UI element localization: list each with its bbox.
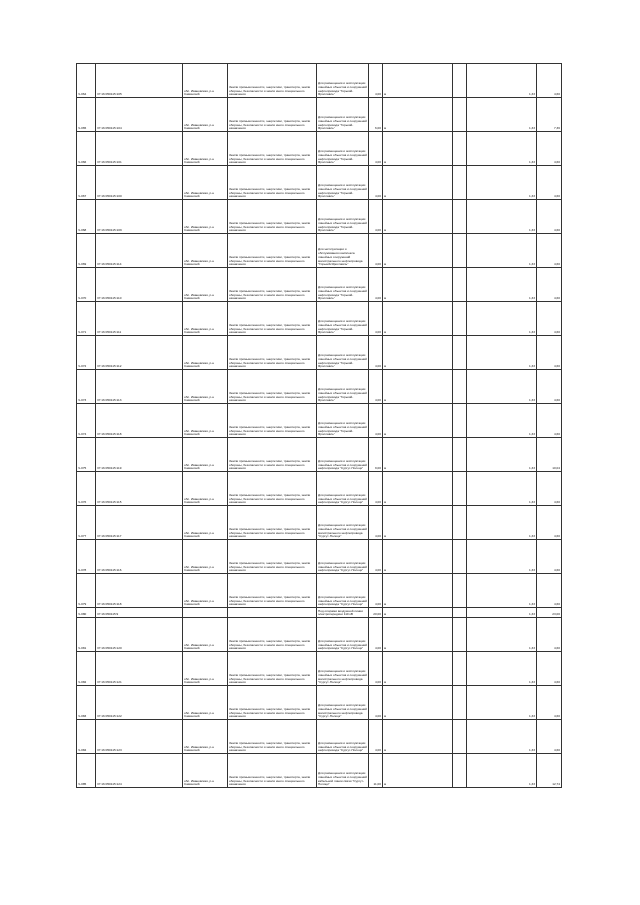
rate-cell: 1,33 [467, 754, 537, 788]
address-cell: обл. Ивановская, р-н Савинский [183, 618, 228, 652]
land-category-cell: Земли промышленности, энергетики, транспорта, земли обороны, безопасности и земли иного специального назначения [228, 370, 317, 404]
land-category-cell: Земли промышленности, энергетики, транспорта, земли обороны, безопасности и земли иного специального назначения [228, 754, 317, 788]
empty-cell [453, 200, 467, 234]
row-id-cell: Ч-080 [77, 608, 96, 618]
rate-cell: 1,33 [467, 370, 537, 404]
row-id-cell: Ч-069 [77, 234, 96, 268]
area-cell: 4,00 [369, 686, 383, 720]
cadastral-number-cell: 37:16:050115:113 [96, 370, 183, 404]
empty-cell [453, 336, 467, 370]
unit-cell: м [383, 472, 453, 506]
unit-cell: м [383, 754, 453, 788]
area-cell: 4,00 [369, 268, 383, 302]
table-row [77, 370, 562, 404]
area-cell: 4,00 [369, 574, 383, 608]
unit-cell: м [383, 268, 453, 302]
rate-cell: 1,33 [467, 574, 537, 608]
rate-cell: 1,33 [467, 200, 537, 234]
address-cell: обл. Ивановская, р-н Савинский [183, 336, 228, 370]
area-cell: 4,00 [369, 64, 383, 98]
permitted-use-cell: Для размещения и эксплуатации линейных объектов и сооружений нефтепровода "Горький-Ярославль" [317, 404, 369, 438]
cadastral-number-cell: 37:16:050115:117 [96, 506, 183, 540]
area-cell: 4,00 [369, 618, 383, 652]
amount-cell: 4,60 [537, 64, 562, 98]
empty-cell [453, 720, 467, 754]
amount-cell: 10,04 [537, 438, 562, 472]
address-cell: обл. Ивановская, р-н Савинский [183, 438, 228, 472]
land-category-cell: Земли промышленности, энергетики, транспорта, земли обороны, безопасности и земли иного специального назначения [228, 166, 317, 200]
unit-cell: м [383, 652, 453, 686]
area-cell: 11,00 [369, 754, 383, 788]
table-row [77, 336, 562, 370]
amount-cell: 7,36 [537, 98, 562, 132]
empty-cell [453, 574, 467, 608]
amount-cell: 4,60 [537, 132, 562, 166]
address-cell: обл. Ивановская, р-н Савинский [183, 200, 228, 234]
cadastral-number-cell: 37:16:050115:119 [96, 438, 183, 472]
unit-cell: м [383, 720, 453, 754]
row-id-cell: Ч-074 [77, 404, 96, 438]
area-cell: 4,00 [369, 404, 383, 438]
unit-cell: м [383, 302, 453, 336]
land-category-cell: Земли промышленности, энергетики, транспорта, земли обороны, безопасности и земли иного специального назначения [228, 540, 317, 574]
row-id-cell: Ч-070 [77, 268, 96, 302]
address-cell: обл. Ивановская, р-н Савинский [183, 686, 228, 720]
land-category-cell: Земли промышленности, энергетики, транспорта, земли обороны, безопасности и земли иного специального назначения [228, 720, 317, 754]
address-cell: обл. Ивановская, р-н Савинский [183, 472, 228, 506]
cadastral-number-cell: 37:16:050115:116 [96, 540, 183, 574]
table-row [77, 472, 562, 506]
land-category-cell: Земли промышленности, энергетики, транспорта, земли обороны, безопасности и земли иного специального назначения [228, 98, 317, 132]
area-cell: 9,00 [369, 438, 383, 472]
cadastral-number-cell: 37:16:050115:9 [96, 608, 183, 618]
table-row [77, 268, 562, 302]
row-id-cell: Ч-077 [77, 506, 96, 540]
permitted-use-cell: Под опорами воздушной линии электропередачи 110 кВ [317, 608, 369, 618]
rate-cell: 1,33 [467, 166, 537, 200]
land-category-cell: Земли промышленности, энергетики, транспорта, земли обороны, безопасности и земли иного специального назначения [228, 506, 317, 540]
rate-cell: 1,33 [467, 268, 537, 302]
land-category-cell: Земли промышленности, энергетики, транспорта, земли обороны, безопасности и земли иного специального назначения [228, 64, 317, 98]
cadastral-number-cell: 37:16:050115:112 [96, 336, 183, 370]
address-cell: обл. Ивановская, р-н Савинский [183, 166, 228, 200]
land-category-cell: Земли промышленности, энергетики, транспорта, земли обороны, безопасности и земли иного специального назначения [228, 574, 317, 608]
area-cell: 6,00 [369, 98, 383, 132]
row-id-cell: Ч-064 [77, 64, 96, 98]
address-cell [183, 608, 228, 618]
rate-cell: 1,33 [467, 336, 537, 370]
unit-cell: м [383, 370, 453, 404]
amount-cell: 4,60 [537, 404, 562, 438]
address-cell: обл. Ивановская, р-н Савинский [183, 404, 228, 438]
empty-cell [453, 404, 467, 438]
permitted-use-cell: Для размещения и эксплуатации линейных объектов и сооружений нефтепровода "Горький-Ярославль" [317, 200, 369, 234]
permitted-use-cell: Для эксплуатации и обслуживания комплекса линейных сооружений магистрального нефтепровода "Горький-Ярославль" [317, 234, 369, 268]
area-cell: 4,00 [369, 234, 383, 268]
empty-cell [453, 472, 467, 506]
cadastral-number-cell: 37:16:050115:121 [96, 652, 183, 686]
permitted-use-cell: Для размещения и эксплуатации линейных объектов и сооружений магистрального нефтепровода "Сургут-Полоцк" [317, 652, 369, 686]
cadastral-number-cell: 37:16:050115:104 [96, 98, 183, 132]
area-cell: 4,00 [369, 336, 383, 370]
permitted-use-cell: Для размещения и эксплуатации линейных объектов и сооружений нефтепровода "Горький-Ярославль" [317, 64, 369, 98]
row-id-cell: Ч-081 [77, 618, 96, 652]
row-id-cell: Ч-072 [77, 336, 96, 370]
area-cell: 20,00 [369, 608, 383, 618]
row-id-cell: Ч-079 [77, 574, 96, 608]
table-row [77, 652, 562, 686]
rate-cell: 1,33 [467, 720, 537, 754]
table-row [77, 618, 562, 652]
unit-cell: м [383, 506, 453, 540]
area-cell: 4,00 [369, 720, 383, 754]
rate-cell: 1,33 [467, 472, 537, 506]
empty-cell [453, 652, 467, 686]
amount-cell: 4,60 [537, 166, 562, 200]
unit-cell: м [383, 618, 453, 652]
address-cell: обл. Ивановская, р-н Савинский [183, 132, 228, 166]
cadastral-number-cell: 37:16:050115:100 [96, 166, 183, 200]
land-category-cell: Земли промышленности, энергетики, транспорта, земли обороны, безопасности и земли иного специального назначения [228, 618, 317, 652]
amount-cell: 4,60 [537, 268, 562, 302]
empty-cell [453, 754, 467, 788]
rate-cell: 1,33 [467, 506, 537, 540]
land-category-cell: Земли промышленности, энергетики, транспорта, земли обороны, безопасности и земли иного специального назначения [228, 652, 317, 686]
empty-cell [453, 686, 467, 720]
empty-cell [453, 608, 467, 618]
cadastral-number-cell: 37:16:050115:105 [96, 64, 183, 98]
address-cell: обл. Ивановская, р-н Савинский [183, 652, 228, 686]
row-id-cell: Ч-083 [77, 686, 96, 720]
amount-cell: 4,60 [537, 652, 562, 686]
area-cell: 4,00 [369, 472, 383, 506]
table-row [77, 166, 562, 200]
empty-cell [453, 234, 467, 268]
permitted-use-cell: Для размещения и эксплуатации линейных объектов и сооружений кабельной линии связи "Сургут-Полоцк" [317, 754, 369, 788]
amount-cell: 23,00 [537, 608, 562, 618]
unit-cell: м [383, 200, 453, 234]
permitted-use-cell: Для размещения и эксплуатации линейных объектов и сооружений нефтепровода "Сургут-Полоцк" [317, 438, 369, 472]
rate-cell: 1,33 [467, 608, 537, 618]
address-cell: обл. Ивановская, р-н Савинский [183, 506, 228, 540]
table-row [77, 720, 562, 754]
cadastral-number-cell: 37:16:050115:120 [96, 618, 183, 652]
permitted-use-cell: Для размещения и эксплуатации линейных объектов и сооружений нефтепровода "Горький-Ярославль" [317, 370, 369, 404]
amount-cell: 4,60 [537, 234, 562, 268]
permitted-use-cell: Для размещения и эксплуатации линейных объектов и сооружений нефтепровода "Сургут-Полоцк" [317, 720, 369, 754]
permitted-use-cell: Для размещения и эксплуатации линейных объектов и сооружений магистрального нефтепровода "Сургут-Полоцк" [317, 506, 369, 540]
amount-cell: 4,60 [537, 540, 562, 574]
cadastral-number-cell: 37:16:050115:110 [96, 268, 183, 302]
unit-cell: м [383, 574, 453, 608]
address-cell: обл. Ивановская, р-н Савинский [183, 268, 228, 302]
cadastral-number-cell: 37:16:050115:122 [96, 686, 183, 720]
row-id-cell: Ч-067 [77, 166, 96, 200]
permitted-use-cell: Для размещения и эксплуатации линейных объектов и сооружений нефтепровода "Горький-Ярославль" [317, 166, 369, 200]
amount-cell: 4,60 [537, 472, 562, 506]
amount-cell: 4,60 [537, 506, 562, 540]
address-cell: обл. Ивановская, р-н Савинский [183, 754, 228, 788]
area-cell: 4,00 [369, 540, 383, 574]
row-id-cell: Ч-066 [77, 132, 96, 166]
land-category-cell: Земли промышленности, энергетики, транспорта, земли обороны, безопасности и земли иного специального назначения [228, 234, 317, 268]
table-row [77, 540, 562, 574]
area-cell: 4,00 [369, 200, 383, 234]
cadastral-number-cell: 37:16:050115:118 [96, 404, 183, 438]
empty-cell [453, 98, 467, 132]
land-plots-table [76, 63, 562, 788]
area-cell: 4,00 [369, 652, 383, 686]
row-id-cell: Ч-084 [77, 720, 96, 754]
area-cell: 4,00 [369, 302, 383, 336]
permitted-use-cell: Для размещения и эксплуатации линейных объектов и сооружений нефтепровода "Горький-Ярославль" [317, 336, 369, 370]
table-row [77, 404, 562, 438]
row-id-cell: Ч-068 [77, 200, 96, 234]
table-row [77, 234, 562, 268]
cadastral-number-cell: 37:16:050115:124 [96, 754, 183, 788]
area-cell: 4,00 [369, 370, 383, 404]
permitted-use-cell: Для размещения и эксплуатации линейных объектов и сооружений нефтепровода "Горький-Ярославль" [317, 132, 369, 166]
land-category-cell: Земли промышленности, энергетики, транспорта, земли обороны, безопасности и земли иного специального назначения [228, 438, 317, 472]
unit-cell: м [383, 686, 453, 720]
empty-cell [453, 64, 467, 98]
amount-cell: 4,60 [537, 200, 562, 234]
unit-cell: м [383, 234, 453, 268]
address-cell: обл. Ивановская, р-н Савинский [183, 540, 228, 574]
cadastral-number-cell: 37:16:050115:101 [96, 132, 183, 166]
address-cell: обл. Ивановская, р-н Савинский [183, 370, 228, 404]
table-row [77, 506, 562, 540]
rate-cell: 1,33 [467, 98, 537, 132]
empty-cell [453, 370, 467, 404]
table-row [77, 132, 562, 166]
amount-cell: 4,60 [537, 618, 562, 652]
table-row [77, 574, 562, 608]
land-category-cell [228, 608, 317, 618]
address-cell: обл. Ивановская, р-н Савинский [183, 302, 228, 336]
address-cell: обл. Ивановская, р-н Савинский [183, 98, 228, 132]
rate-cell: 1,33 [467, 404, 537, 438]
table-row [77, 64, 562, 98]
empty-cell [453, 618, 467, 652]
land-category-cell: Земли промышленности, энергетики, транспорта, земли обороны, безопасности и земли иного специального назначения [228, 472, 317, 506]
table-row [77, 686, 562, 720]
row-id-cell: Ч-082 [77, 652, 96, 686]
permitted-use-cell: Для размещения и эксплуатации линейных объектов и сооружений нефтепровода "Сургут-Полоцк" [317, 574, 369, 608]
land-category-cell: Земли промышленности, энергетики, транспорта, земли обороны, безопасности и земли иного специального назначения [228, 268, 317, 302]
rate-cell: 1,33 [467, 132, 537, 166]
rate-cell: 1,33 [467, 302, 537, 336]
address-cell: обл. Ивановская, р-н Савинский [183, 720, 228, 754]
table-row [77, 200, 562, 234]
row-id-cell: Ч-071 [77, 302, 96, 336]
cadastral-number-cell: 37:16:050115:111 [96, 302, 183, 336]
rate-cell: 1,33 [467, 64, 537, 98]
row-id-cell: Ч-075 [77, 438, 96, 472]
area-cell: 4,00 [369, 506, 383, 540]
amount-cell: 4,60 [537, 302, 562, 336]
amount-cell: 4,60 [537, 370, 562, 404]
empty-cell [453, 166, 467, 200]
area-cell: 4,00 [369, 132, 383, 166]
land-category-cell: Земли промышленности, энергетики, транспорта, земли обороны, безопасности и земли иного специального назначения [228, 302, 317, 336]
table-row [77, 98, 562, 132]
address-cell: обл. Ивановская, р-н Савинский [183, 234, 228, 268]
permitted-use-cell: Для размещения и эксплуатации линейных объектов и сооружений нефтепровода "Горький-Ярославль" [317, 98, 369, 132]
rate-cell: 1,33 [467, 438, 537, 472]
rate-cell: 1,33 [467, 234, 537, 268]
unit-cell: м [383, 64, 453, 98]
address-cell: обл. Ивановская, р-н Савинский [183, 574, 228, 608]
table-row [77, 608, 562, 618]
unit-cell: м [383, 336, 453, 370]
row-id-cell: Ч-073 [77, 370, 96, 404]
land-category-cell: Земли промышленности, энергетики, транспорта, земли обороны, безопасности и земли иного специального назначения [228, 132, 317, 166]
permitted-use-cell: Для размещения и эксплуатации линейных объектов и сооружений нефтепровода "Горький-Ярославль" [317, 268, 369, 302]
amount-cell: 4,60 [537, 686, 562, 720]
unit-cell: м [383, 438, 453, 472]
cadastral-number-cell: 37:16:050115:109 [96, 200, 183, 234]
unit-cell: м [383, 166, 453, 200]
cadastral-number-cell: 37:16:050115:115 [96, 472, 183, 506]
cadastral-number-cell: 37:16:050115:123 [96, 720, 183, 754]
permitted-use-cell: Для размещения и эксплуатации линейных объектов и сооружений нефтепровода "Сургут-Полоцк" [317, 618, 369, 652]
table-row [77, 754, 562, 788]
cadastral-number-cell: 37:16:050115:114 [96, 234, 183, 268]
amount-cell: 12,74 [537, 754, 562, 788]
empty-cell [453, 506, 467, 540]
unit-cell: м [383, 132, 453, 166]
empty-cell [453, 438, 467, 472]
address-cell: обл. Ивановская, р-н Савинский [183, 64, 228, 98]
area-cell: 4,00 [369, 166, 383, 200]
permitted-use-cell: Для размещения и эксплуатации линейных объектов и сооружений магистрального нефтепровода "Сургут-Полоцк" [317, 686, 369, 720]
row-id-cell: Ч-085 [77, 754, 96, 788]
unit-cell: м [383, 608, 453, 618]
empty-cell [453, 540, 467, 574]
rate-cell: 1,33 [467, 540, 537, 574]
amount-cell: 4,60 [537, 336, 562, 370]
empty-cell [453, 302, 467, 336]
table-row [77, 438, 562, 472]
amount-cell: 4,60 [537, 720, 562, 754]
cadastral-number-cell: 37:16:050115:118 [96, 574, 183, 608]
empty-cell [453, 268, 467, 302]
empty-cell [453, 132, 467, 166]
row-id-cell: Ч-078 [77, 540, 96, 574]
row-id-cell: Ч-065 [77, 98, 96, 132]
row-id-cell: Ч-076 [77, 472, 96, 506]
permitted-use-cell: Для размещения и эксплуатации линейных объектов и сооружений нефтепровода "Сургут-Полоцк" [317, 472, 369, 506]
land-category-cell: Земли промышленности, энергетики, транспорта, земли обороны, безопасности и земли иного специального назначения [228, 200, 317, 234]
rate-cell: 1,33 [467, 652, 537, 686]
permitted-use-cell: Для размещения и эксплуатации линейных объектов и сооружений нефтепровода "Горький-Ярославль" [317, 302, 369, 336]
rate-cell: 1,33 [467, 618, 537, 652]
unit-cell: м [383, 540, 453, 574]
permitted-use-cell: Для размещения и эксплуатации линейных объектов и сооружений нефтепровода "Сургут-Полоцк" [317, 540, 369, 574]
table-row [77, 302, 562, 336]
amount-cell: 4,60 [537, 574, 562, 608]
land-category-cell: Земли промышленности, энергетики, транспорта, земли обороны, безопасности и земли иного специального назначения [228, 404, 317, 438]
unit-cell: м [383, 98, 453, 132]
land-category-cell: Земли промышленности, энергетики, транспорта, земли обороны, безопасности и земли иного специального назначения [228, 336, 317, 370]
unit-cell: м [383, 404, 453, 438]
rate-cell: 1,33 [467, 686, 537, 720]
land-category-cell: Земли промышленности, энергетики, транспорта, земли обороны, безопасности и земли иного специального назначения [228, 686, 317, 720]
